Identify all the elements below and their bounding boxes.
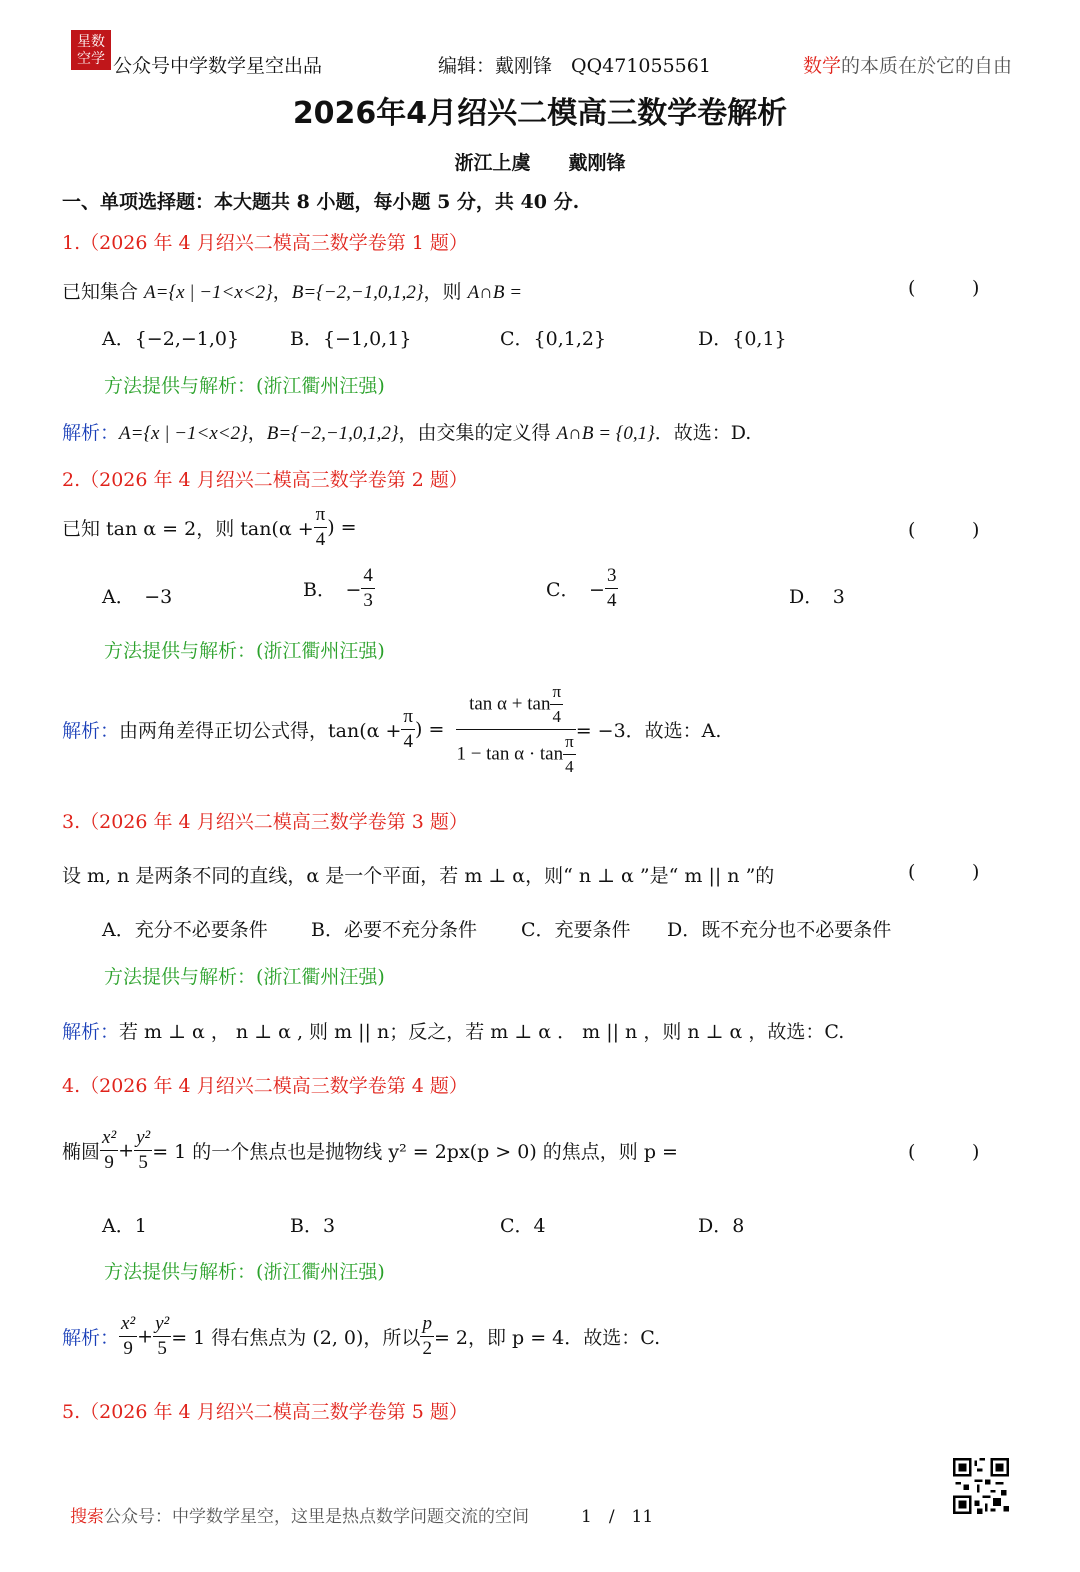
- q2-stem: 已知 tan α = 2，则 tan(α + $\frac{\pi}{4}$ ) =: [62, 504, 357, 550]
- q3-answer-paren-left: (: [908, 861, 916, 883]
- q2-answer-paren-right: ): [972, 519, 980, 541]
- q4-option-b: B．3: [290, 1215, 336, 1237]
- q1-answer-paren-left: (: [908, 277, 916, 299]
- q1-option-c: C．{0,1,2}: [500, 328, 607, 350]
- q4-stem: 椭圆 $\frac{\text{x²}}{9}$ + $\frac{\text{y²}}{5}$ = 1 的一个焦点也是抛物线 y² = 2px(p > 0) 的焦点，则 p =: [62, 1127, 678, 1173]
- q1-method: 方法提供与解析：(浙江衢州汪强): [104, 375, 385, 397]
- q4-option-c: C．4: [500, 1215, 546, 1237]
- q1-option-b: B．{−1,0,1}: [290, 328, 412, 350]
- q3-stem: 设 m, n 是两条不同的直线，α 是一个平面，若 m ⊥ α，则“ n ⊥ α ”是“ m || n ”的: [62, 865, 775, 887]
- q2-method: 方法提供与解析：(浙江衢州汪强): [104, 640, 385, 662]
- q1-solution: 解析：A={x | −1<x<2}，B={−2,−1,0,1,2}，由交集的定义得 A∩B = {0,1}．故选：D.: [62, 422, 752, 444]
- header-left: 公众号中学数学星空出品: [113, 55, 323, 77]
- q4-option-d: D．8: [698, 1215, 745, 1237]
- q1-heading: 1.（2026 年 4 月绍兴二模高三数学卷第 1 题）: [62, 232, 468, 254]
- q4-heading: 4.（2026 年 4 月绍兴二模高三数学卷第 4 题）: [62, 1075, 468, 1097]
- footer-text: 搜索公众号：中学数学星空，这里是热点数学问题交流的空间: [70, 1507, 529, 1527]
- q3-solution: 解析：若 m ⊥ α ， n ⊥ α , 则 m || n；反之，若 m ⊥ α ． m || n ，则 n ⊥ α ，故选：C.: [62, 1021, 845, 1043]
- q4-answer-paren-left: (: [908, 1141, 916, 1163]
- q3-option-b: B．必要不充分条件: [311, 919, 477, 941]
- q2-option-c: C． − $\frac{3}{4}$: [546, 565, 617, 611]
- q5-heading: 5.（2026 年 4 月绍兴二模高三数学卷第 5 题）: [62, 1401, 468, 1423]
- q3-option-d: D．既不充分也不必要条件: [667, 919, 892, 941]
- q3-option-c: C．充要条件: [521, 919, 631, 941]
- q1-option-d: D．{0,1}: [698, 328, 787, 350]
- logo: 星数 空学: [71, 30, 111, 70]
- q1-answer-paren-right: ): [972, 277, 980, 299]
- author: 浙江上虞 戴刚锋: [454, 152, 626, 174]
- q1-option-a: A．{−2,−1,0}: [102, 328, 240, 350]
- q2-answer-paren-left: (: [908, 519, 916, 541]
- q1-stem: 已知集合 A={x | −1<x<2}，B={−2,−1,0,1,2}，则 A∩B =: [62, 281, 523, 303]
- q3-method: 方法提供与解析：(浙江衢州汪强): [104, 966, 385, 988]
- q2-option-d: D． 3: [789, 586, 845, 608]
- q2-solution: 解析：由两角差得正切公式得，tan(α + $\frac{\pi}{4}$ ) = tan α + tan $\frac{\pi}{4}$ 1 − tan α · tan $\frac{\pi}{4}$ = −3．故选：A.: [62, 682, 722, 776]
- q2-option-b: B． − $\frac{4}{3}$: [303, 565, 373, 611]
- qr-code-icon: [953, 1458, 1009, 1514]
- q4-solution: 解析： $\frac{\text{x²}}{9}$ + $\frac{\text{y²}}{5}$ = 1 得右焦点为 (2, 0)，所以 $\frac{p}{2}$ = 2，即 p = 4．故选：C.: [62, 1313, 661, 1359]
- header-right: 数学的本质在於它的自由: [803, 55, 1013, 77]
- q2-option-a: A． −3: [102, 586, 173, 608]
- page-title: 2026年4月绍兴二模高三数学卷解析: [292, 96, 788, 131]
- q4-method: 方法提供与解析：(浙江衢州汪强): [104, 1261, 385, 1283]
- q3-option-a: A．充分不必要条件: [102, 919, 268, 941]
- q3-heading: 3.（2026 年 4 月绍兴二模高三数学卷第 3 题）: [62, 811, 468, 833]
- section-heading: 一、单项选择题：本大题共 8 小题，每小题 5 分，共 40 分.: [62, 191, 580, 213]
- page-number: 1 / 11: [581, 1507, 654, 1527]
- q4-answer-paren-right: ): [972, 1141, 980, 1163]
- header-editor: 编辑：戴刚锋 QQ471055561: [438, 55, 711, 77]
- q4-option-a: A．1: [102, 1215, 147, 1237]
- q2-heading: 2.（2026 年 4 月绍兴二模高三数学卷第 2 题）: [62, 469, 468, 491]
- q3-answer-paren-right: ): [972, 861, 980, 883]
